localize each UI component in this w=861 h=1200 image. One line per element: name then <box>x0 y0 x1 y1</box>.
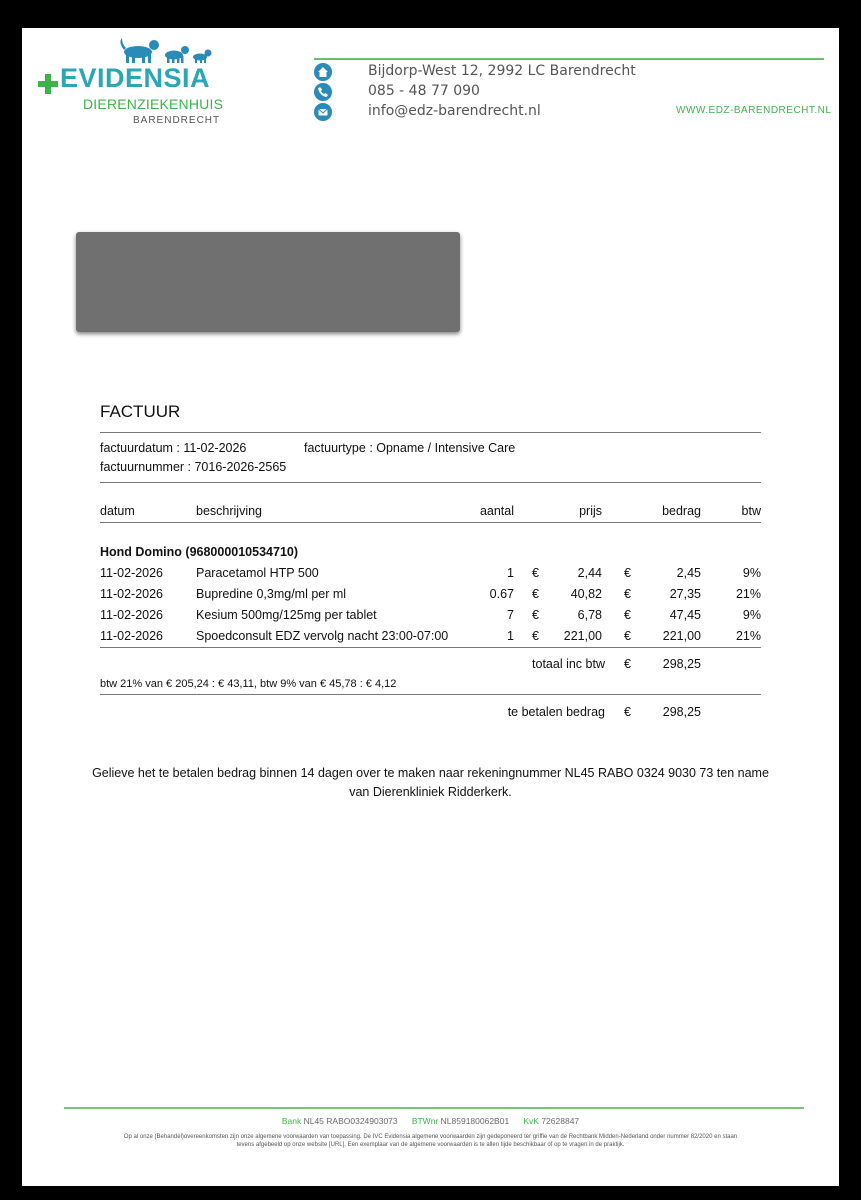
medical-cross-icon <box>36 72 60 96</box>
website-text: WWW.EDZ-BARENDRECHT.NL <box>676 105 832 116</box>
row-aantal: 0.67 <box>489 587 514 601</box>
col-header-aantal: aantal <box>479 504 514 518</box>
row-bedrag: 47,45 <box>669 608 701 622</box>
btw-summary: btw 21% van € 205,24 : € 43,11, btw 9% van € 45,78 : € 4,12 <box>100 678 397 690</box>
row-bedrag: 2,45 <box>676 566 701 580</box>
evidensia-logo <box>36 36 224 131</box>
row-datum: 11-02-2026 <box>100 608 164 622</box>
invoice-page <box>22 28 839 1186</box>
footer-divider <box>64 1107 804 1109</box>
row-btw: 21% <box>735 629 761 643</box>
brand-name: EVIDENSIA <box>60 63 211 93</box>
btw-label: BTWnr <box>411 1116 439 1126</box>
contact-phone-row <box>314 82 480 102</box>
row-aantal: 1 <box>507 629 514 643</box>
row-beschrijving: Paracetamol HTP 500 <box>196 566 319 580</box>
page-title: FACTUUR <box>100 402 181 421</box>
bank-label: Bank <box>281 1116 302 1126</box>
pay-label: te betalen bedrag <box>507 705 605 719</box>
row-prijs: 6,78 <box>577 608 602 622</box>
row-datum: 11-02-2026 <box>100 587 164 601</box>
home-icon <box>314 63 332 81</box>
row-beschrijving: Bupredine 0,3mg/ml per ml <box>196 587 347 601</box>
row-currency: € <box>624 587 631 601</box>
pay-value: 298,25 <box>662 705 701 719</box>
row-prijs: 2,44 <box>577 566 602 580</box>
patient-name: Hond Domino (968000010534710) <box>100 545 299 559</box>
kvk-value: 72628847 <box>541 1116 580 1126</box>
row-datum: 11-02-2026 <box>100 566 164 580</box>
divider <box>100 482 761 483</box>
col-header-btw: btw <box>741 504 761 518</box>
row-aantal: 1 <box>507 566 514 580</box>
row-currency: € <box>624 629 631 643</box>
footer-info <box>22 1116 839 1126</box>
invoice-type: factuurtype : Opname / Intensive Care <box>304 441 516 455</box>
row-datum: 11-02-2026 <box>100 629 164 643</box>
email-text: info@edz-barendrecht.nl <box>368 103 541 119</box>
pay-currency: € <box>624 705 631 719</box>
row-currency: € <box>624 608 631 622</box>
col-header-beschrijving: beschrijving <box>196 504 263 518</box>
divider <box>100 522 761 523</box>
total-label: totaal inc btw <box>532 657 605 671</box>
contact-address-row <box>314 62 636 82</box>
row-aantal: 7 <box>507 608 514 622</box>
row-btw: 21% <box>735 587 761 601</box>
col-header-bedrag: bedrag <box>662 504 701 518</box>
row-currency: € <box>532 566 539 580</box>
row-btw: 9% <box>742 608 761 622</box>
brand-subtitle: DIERENZIEKENHUIS <box>83 96 224 112</box>
mail-icon <box>314 103 332 121</box>
contact-email-row <box>314 102 541 122</box>
btw-value: NL859180062B01 <box>440 1116 510 1126</box>
row-beschrijving: Kesium 500mg/125mg per tablet <box>196 608 377 622</box>
row-bedrag: 27,35 <box>669 587 701 601</box>
divider <box>100 694 761 695</box>
terms-text: Op al onze (Behandel)overeenkomsten zijn onze algemene voorwaarden van toepassing. De IVC Evidensia algemene voorwaarden zijn gedeponeerd ter griffie van de Rechtbank Midden-Nederland onder nummer 82/2020 en staan tevens afgebeeld op onze website [URL]. Een exemplaar van de algemene voorwaarden is te allen tijde beschikbaar of op te vragen in de praktijk. <box>123 1134 738 1148</box>
row-prijs: 221,00 <box>563 629 602 643</box>
invoice-number: factuurnummer : 7016-2026-2565 <box>100 460 287 474</box>
animals-silhouette-icon <box>116 36 216 64</box>
kvk-label: KvK <box>523 1116 539 1126</box>
row-beschrijving: Spoedconsult EDZ vervolg nacht 23:00-07:00 <box>196 629 449 643</box>
row-currency: € <box>532 629 539 643</box>
divider <box>100 432 761 433</box>
row-prijs: 40,82 <box>570 587 602 601</box>
row-currency: € <box>532 608 539 622</box>
brand-location: BARENDRECHT <box>133 115 221 126</box>
row-currency: € <box>624 566 631 580</box>
phone-text: 085 - 48 77 090 <box>368 83 480 99</box>
phone-icon <box>314 83 332 101</box>
row-btw: 9% <box>742 566 761 580</box>
total-value: 298,25 <box>662 657 701 671</box>
row-bedrag: 221,00 <box>662 629 701 643</box>
redacted-address-block <box>76 232 460 332</box>
row-currency: € <box>532 587 539 601</box>
invoice-date: factuurdatum : 11-02-2026 <box>100 441 247 455</box>
col-header-datum: datum <box>100 504 135 518</box>
bank-value: NL45 RABO0324903073 <box>303 1116 398 1126</box>
header-divider <box>314 58 824 60</box>
col-header-prijs: prijs <box>579 504 602 518</box>
payment-note: Gelieve het te betalen bedrag binnen 14 dagen over te maken naar rekeningnummer NL45 RABO 0324 9030 73 ten name van Dierenkliniek Ridderkerk. <box>92 766 769 799</box>
divider <box>100 647 761 648</box>
total-currency: € <box>624 657 631 671</box>
address-text: Bijdorp-West 12, 2992 LC Barendrecht <box>368 63 636 79</box>
